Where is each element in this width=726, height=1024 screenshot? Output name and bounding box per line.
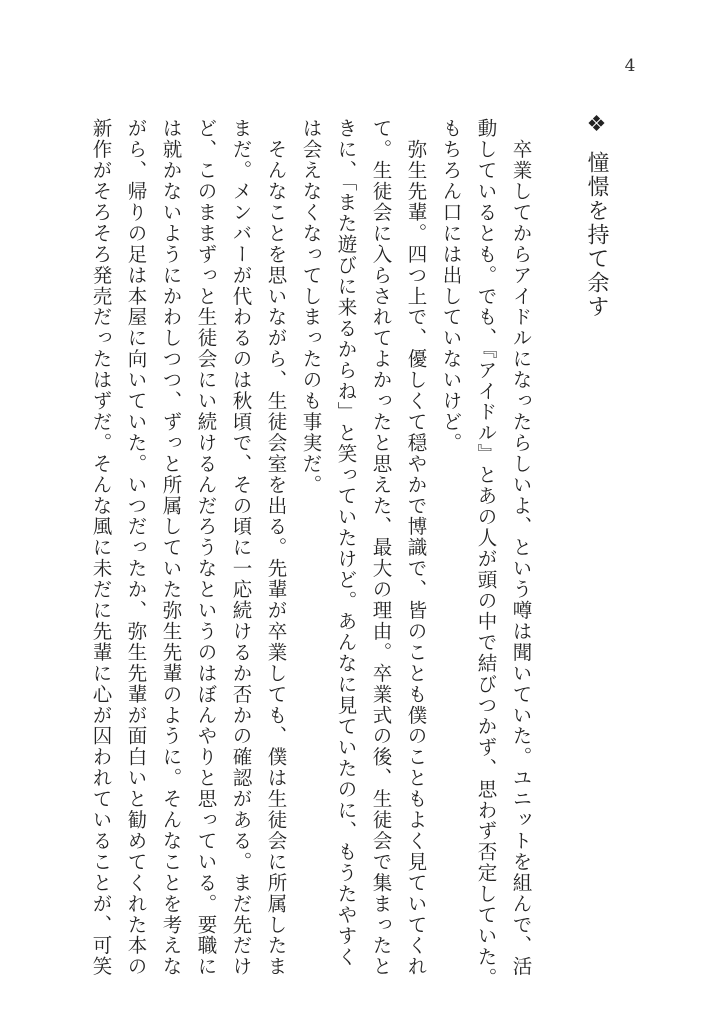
body-line: がら、帰りの足は本屋に向いていた。いつだったか、弥生先輩が面白いと勧めてくれた本の (124, 118, 148, 977)
body-line: は就かないようにかわしつつ、ずっと所属していた弥生先輩のように。そんなことを考えな (159, 118, 183, 977)
body-line: 動しているとも。でも、『アイドル』とあの人が頭の中で結びつかず、思わず否定していた。 (474, 118, 498, 989)
diamond-ornament-icon: ❖ (584, 112, 609, 139)
chapter-heading (585, 112, 607, 319)
page-number: 4 (624, 56, 636, 76)
body-line: ど、このままずっと生徒会にい続けるんだろうなというのはぼんやりと思っている。要職に (194, 118, 218, 977)
body-line: は会えなくなってしまったのも事実だ。 (299, 118, 323, 496)
body-line: 弥生先輩。四つ上で、優しくて穏やかで博識で、皆のことも僕のこともよく見ていてくれ (404, 118, 428, 977)
body-line: きに、「また遊びに来るからね」と笑っていたけど。あんなに見ていたのに、もうたやすく (334, 118, 358, 968)
body-line: もちろん口には出していないけど。 (439, 118, 463, 454)
body-line: まだ。メンバーが代わるのは秋頃で、その頃に一応続けるか否かの確認がある。まだ先だけ (229, 118, 253, 977)
chapter-title: 憧憬を持て余す (584, 151, 609, 319)
body-line: て。生徒会に入らされてよかったと思えた、最大の理由。卒業式の後、生徒会で集まったと (369, 118, 393, 977)
body-line: 新作がそろそろ発売だったはずだ。そんな風に未だに先輩に心が囚われていることが、可笑 (89, 118, 113, 977)
body-line: 卒業してからアイドルになったらしいよ、という噂は聞いていた。ユニットを組んで、活 (509, 118, 533, 977)
body-line: そんなことを思いながら、生徒会室を出る。先輩が卒業しても、僕は生徒会に所属したま (264, 118, 288, 977)
